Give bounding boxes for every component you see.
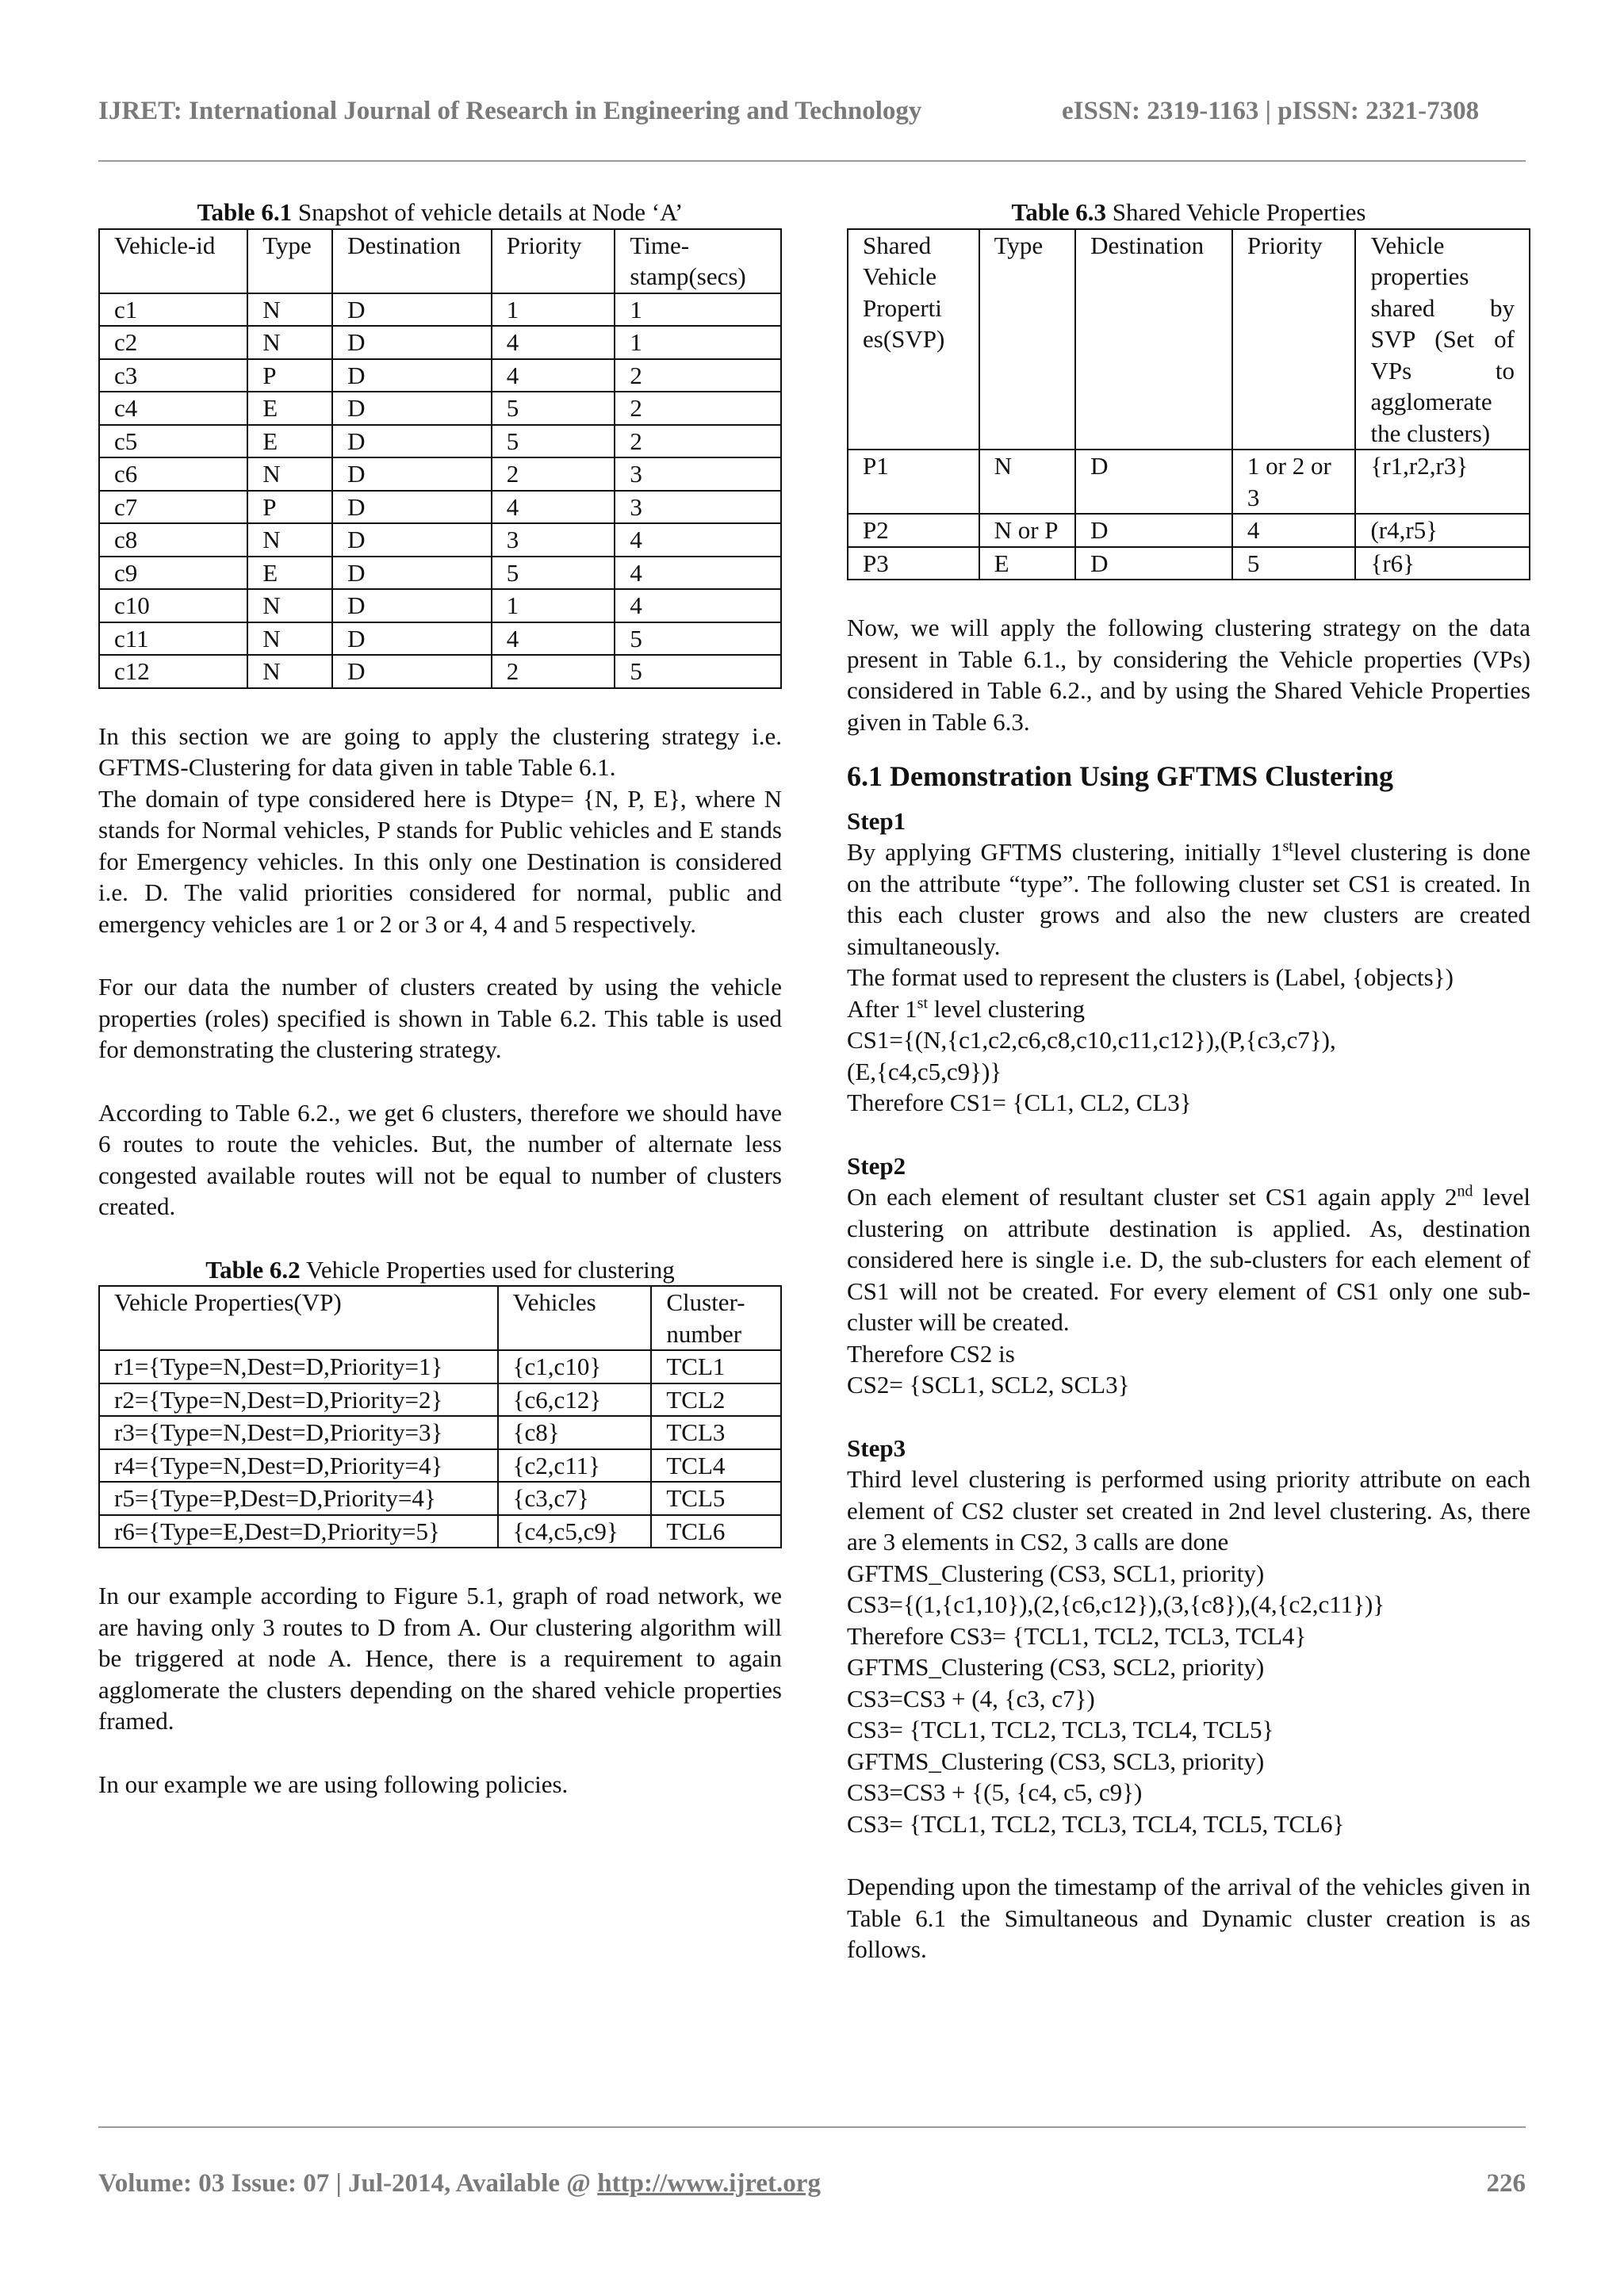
- right-intro: Now, we will apply the following clustering strategy on the data present in Table 6.1., by considering the Vehicle properties (VPs) considered in Table 6.2., and by using the Shared Vehicle Properties given in Table 6.3.: [847, 614, 1530, 736]
- table-cell: P2: [848, 514, 979, 547]
- table-cell: c4: [99, 392, 247, 425]
- table1: [98, 228, 782, 689]
- table-cell: c3: [99, 359, 247, 392]
- table-cell: c8: [99, 523, 247, 557]
- table-cell: c9: [99, 557, 247, 590]
- page-number: 226: [1486, 2169, 1526, 2198]
- table3-body: [848, 450, 1530, 580]
- table-cell: 5: [1232, 547, 1356, 580]
- table-cell: r3={Type=N,Dest=D,Priority=3}: [99, 1416, 498, 1449]
- table1-header-cell: Priority: [492, 229, 615, 293]
- step3-line: GFTMS_Clustering (CS3, SCL1, priority): [847, 1559, 1265, 1587]
- table-cell: P: [247, 359, 332, 392]
- table-cell: {c3,c7}: [498, 1482, 652, 1515]
- table-cell: 1 or 2 or 3: [1232, 450, 1356, 514]
- table1-header-cell: Type: [247, 229, 332, 293]
- table-row: [99, 1449, 781, 1483]
- table-cell: 5: [492, 425, 615, 458]
- table-cell: D: [1075, 450, 1232, 514]
- table-cell: 2: [615, 359, 781, 392]
- table-cell: D: [332, 293, 492, 327]
- table-cell: c7: [99, 491, 247, 524]
- table2-body: [99, 1350, 781, 1548]
- table-cell: E: [247, 425, 332, 458]
- table-row: [848, 547, 1530, 580]
- table-cell: r6={Type=E,Dest=D,Priority=5}: [99, 1515, 498, 1548]
- table-cell: TCL1: [651, 1350, 781, 1383]
- table-cell: 2: [615, 425, 781, 458]
- table-cell: D: [1075, 514, 1232, 547]
- table-cell: 4: [492, 359, 615, 392]
- journal-title: IJRET: International Journal of Research in Engineering and Technology: [98, 97, 922, 125]
- table-cell: r5={Type=P,Dest=D,Priority=4}: [99, 1482, 498, 1515]
- table2-header-cell: Vehicle Properties(VP): [99, 1286, 498, 1350]
- table-cell: N or P: [979, 514, 1076, 547]
- table-cell: E: [247, 392, 332, 425]
- table3-header-cell: Priority: [1232, 229, 1356, 450]
- table-cell: c1: [99, 293, 247, 327]
- step2-therefore: Therefore CS2 is: [847, 1339, 1015, 1368]
- left-column: [98, 197, 782, 1800]
- table-row: [99, 622, 781, 656]
- table3: [847, 228, 1530, 581]
- step3-line: CS3= {TCL1, TCL2, TCL3, TCL4, TCL5, TCL6}: [847, 1809, 1345, 1838]
- table-cell: 4: [615, 523, 781, 557]
- table-cell: TCL2: [651, 1383, 781, 1417]
- table3-header-cell: Destination: [1075, 229, 1232, 450]
- table-cell: c2: [99, 326, 247, 359]
- step1-cs1-line1: CS1={(N,{c1,c2,c6,c8,c10,c11,c12}),(P,{c3,c7}),: [847, 1026, 1336, 1054]
- step1-therefore: Therefore CS1= {CL1, CL2, CL3}: [847, 1089, 1192, 1116]
- step3-line: CS3=CS3 + (4, {c3, c7}): [847, 1684, 1095, 1712]
- left-paragraph-2: The domain of type considered here is Dtype= {N, P, E}, where N stands for Normal vehicles, P stands for Public vehicles and E stands for Emergency vehicles. In this only one Destination is considered i.e. D. The valid priorities considered for normal, public and emergency vehicles are 1 or 2 or 3 or 4, 4 and 5 respectively.: [98, 784, 782, 938]
- table2-header-row: [99, 1286, 781, 1350]
- table3-header-cell: Shared Vehicle Properti es(SVP): [848, 229, 979, 450]
- table-cell: D: [332, 425, 492, 458]
- table-cell: P3: [848, 547, 979, 580]
- table-cell: c12: [99, 655, 247, 688]
- table-cell: D: [332, 491, 492, 524]
- step3-heading: Step3: [847, 1433, 906, 1462]
- table-cell: c5: [99, 425, 247, 458]
- step1-after: After 1st level clustering: [847, 994, 1085, 1023]
- step3-line: Therefore CS3= {TCL1, TCL2, TCL3, TCL4}: [847, 1621, 1307, 1650]
- table-row: [99, 655, 781, 688]
- table-cell: D: [332, 359, 492, 392]
- table-cell: {r1,r2,r3}: [1355, 450, 1530, 514]
- table-row: [99, 359, 781, 392]
- table-row: [99, 523, 781, 557]
- table-cell: 1: [615, 293, 781, 327]
- table-cell: N: [247, 589, 332, 622]
- table-row: [99, 589, 781, 622]
- table-cell: c10: [99, 589, 247, 622]
- table2-caption: Table 6.2 Vehicle Properties used for clustering: [205, 1255, 675, 1284]
- table-cell: 4: [615, 557, 781, 590]
- table-cell: D: [1075, 547, 1232, 580]
- table1-header-cell: Destination: [332, 229, 492, 293]
- table-cell: E: [247, 557, 332, 590]
- table-row: [848, 450, 1530, 514]
- table-cell: D: [332, 589, 492, 622]
- table2: [98, 1285, 782, 1548]
- table1-header-cell: Vehicle-id: [99, 229, 247, 293]
- table-cell: (r4,r5}: [1355, 514, 1530, 547]
- table-cell: 3: [615, 491, 781, 524]
- table-cell: 4: [615, 589, 781, 622]
- table-cell: 5: [492, 557, 615, 590]
- table-row: [99, 1482, 781, 1515]
- table-cell: r1={Type=N,Dest=D,Priority=1}: [99, 1350, 498, 1383]
- table-row: [99, 1416, 781, 1449]
- left-paragraph-1: In this section we are going to apply the clustering strategy i.e. GFTMS-Clustering for data given in table Table 6.1.: [98, 721, 782, 781]
- table-cell: 5: [492, 392, 615, 425]
- table-cell: D: [332, 392, 492, 425]
- table-row: [99, 457, 781, 491]
- table-cell: 4: [1232, 514, 1356, 547]
- table-cell: D: [332, 557, 492, 590]
- table-cell: TCL5: [651, 1482, 781, 1515]
- header-rule: [98, 160, 1526, 162]
- table-cell: P1: [848, 450, 979, 514]
- table-cell: 3: [492, 523, 615, 557]
- table-row: [99, 425, 781, 458]
- table2-header-cell: Cluster-number: [651, 1286, 781, 1350]
- table-cell: TCL6: [651, 1515, 781, 1548]
- issn: eISSN: 2319-1163 | pISSN: 2321-7308: [1062, 97, 1480, 125]
- table-cell: D: [332, 326, 492, 359]
- table-row: [99, 293, 781, 327]
- table-cell: TCL3: [651, 1416, 781, 1449]
- table3-header-cell: Vehicle properties shared by SVP (Set of VPs to agglomerate the clusters): [1355, 229, 1530, 450]
- table-row: [99, 1515, 781, 1548]
- table3-header-cell: Type: [979, 229, 1076, 450]
- step1-heading: Step1: [847, 806, 906, 835]
- table-cell: r4={Type=N,Dest=D,Priority=4}: [99, 1449, 498, 1483]
- table-cell: 2: [615, 392, 781, 425]
- table1-header-cell: Time-stamp(secs): [615, 229, 781, 293]
- table1-header-row: [99, 229, 781, 293]
- step2-text: On each element of resultant cluster set CS1 again apply 2nd level clustering on attribute destination is applied. As, destination considered here is single i.e. D, the sub-clusters for each element of CS1 will not be created. For every element of CS1 only one sub-cluster will be created.: [847, 1182, 1530, 1336]
- table-cell: {r6}: [1355, 547, 1530, 580]
- footer-rule: [98, 2126, 1526, 2128]
- table-cell: {c1,c10}: [498, 1350, 652, 1383]
- table-cell: N: [247, 523, 332, 557]
- step2-heading: Step2: [847, 1151, 906, 1180]
- section-heading: 6.1 Demonstration Using GFTMS Clustering: [847, 760, 1394, 792]
- table-cell: N: [247, 326, 332, 359]
- table-cell: 5: [615, 655, 781, 688]
- step1-cs1-line2: (E,{c4,c5,c9})}: [847, 1057, 1002, 1085]
- table3-header-row: [848, 229, 1530, 450]
- step3-text: Third level clustering is performed using priority attribute on each element of CS2 cluster set created in 2nd level clustering. As, there are 3 elements in CS2, 3 calls are done: [847, 1465, 1530, 1556]
- step1-format: The format used to represent the clusters is (Label, {objects}): [847, 963, 1454, 991]
- table-cell: D: [332, 655, 492, 688]
- journal-link[interactable]: http://www.ijret.org: [597, 2169, 821, 2198]
- left-paragraph-6: In our example we are using following policies.: [98, 1770, 569, 1798]
- table-cell: 2: [492, 655, 615, 688]
- table-row: [99, 1350, 781, 1383]
- table-row: [99, 1383, 781, 1417]
- table1-body: [99, 293, 781, 688]
- step1-text: By applying GFTMS clustering, initially 1stlevel clustering is done on the attribute “type”. The following cluster set CS1 is created. In this each cluster grows and also the new clusters are created simultaneously.: [847, 837, 1530, 960]
- left-paragraph-4: According to Table 6.2., we get 6 clusters, therefore we should have 6 routes to route the vehicles. But, the number of alternate less congested available routes will not be equal to number of clusters created.: [98, 1098, 782, 1220]
- table-cell: 4: [492, 491, 615, 524]
- footer-volume: Volume: 03 Issue: 07 | Jul-2014, Available @ http://www.ijret.org: [98, 2169, 821, 2198]
- table-cell: 3: [615, 457, 781, 491]
- step3-line: GFTMS_Clustering (CS3, SCL3, priority): [847, 1747, 1265, 1775]
- left-paragraph-3: For our data the number of clusters created by using the vehicle properties (roles) specified is shown in Table 6.2. This table is used for demonstrating the clustering strategy.: [98, 973, 782, 1063]
- table1-caption: Table 6.1 Snapshot of vehicle details at Node ‘A’: [197, 198, 684, 226]
- closing-paragraph: Depending upon the timestamp of the arrival of the vehicles given in Table 6.1 the Simultaneous and Dynamic cluster creation is as follows.: [847, 1873, 1530, 1963]
- step3-line: GFTMS_Clustering (CS3, SCL2, priority): [847, 1653, 1265, 1681]
- table-cell: D: [332, 457, 492, 491]
- step3-line: CS3={(1,{c1,10}),(2,{c6,c12}),(3,{c8}),(4,{c2,c11})}: [847, 1590, 1385, 1618]
- table-cell: TCL4: [651, 1449, 781, 1483]
- table-cell: c6: [99, 457, 247, 491]
- table-cell: {c6,c12}: [498, 1383, 652, 1417]
- table-cell: D: [332, 523, 492, 557]
- table-row: [99, 491, 781, 524]
- table-row: [99, 392, 781, 425]
- left-paragraph-5: In our example according to Figure 5.1, graph of road network, we are having only 3 routes to D from A. Our clustering algorithm will be triggered at node A. Hence, there is a requirement to again agglomerate the clusters depending on the shared vehicle properties framed.: [98, 1582, 782, 1735]
- table-cell: N: [979, 450, 1076, 514]
- table-cell: 1: [492, 293, 615, 327]
- table-cell: N: [247, 457, 332, 491]
- table-cell: N: [247, 293, 332, 327]
- table-cell: D: [332, 622, 492, 656]
- table-row: [848, 514, 1530, 547]
- table-cell: N: [247, 622, 332, 656]
- table-row: [99, 326, 781, 359]
- table-cell: 5: [615, 622, 781, 656]
- table-cell: 4: [492, 326, 615, 359]
- table-cell: P: [247, 491, 332, 524]
- table-cell: {c2,c11}: [498, 1449, 652, 1483]
- step2-cs2: CS2= {SCL1, SCL2, SCL3}: [847, 1371, 1130, 1399]
- table-cell: 4: [492, 622, 615, 656]
- table-cell: {c4,c5,c9}: [498, 1515, 652, 1548]
- table-cell: c11: [99, 622, 247, 656]
- table-cell: {c8}: [498, 1416, 652, 1449]
- table-cell: 2: [492, 457, 615, 491]
- table-cell: E: [979, 547, 1076, 580]
- step3-line: CS3=CS3 + {(5, {c4, c5, c9}): [847, 1778, 1143, 1806]
- right-column: [847, 197, 1530, 1965]
- table-row: [99, 557, 781, 590]
- table3-caption: Table 6.3 Shared Vehicle Properties: [1011, 198, 1366, 226]
- table-cell: 1: [615, 326, 781, 359]
- step3-line: CS3= {TCL1, TCL2, TCL3, TCL4, TCL5}: [847, 1716, 1274, 1743]
- table-cell: r2={Type=N,Dest=D,Priority=2}: [99, 1383, 498, 1417]
- step3-lines: [847, 1558, 1530, 1840]
- table2-header-cell: Vehicles: [498, 1286, 652, 1350]
- table-cell: 1: [492, 589, 615, 622]
- table-cell: N: [247, 655, 332, 688]
